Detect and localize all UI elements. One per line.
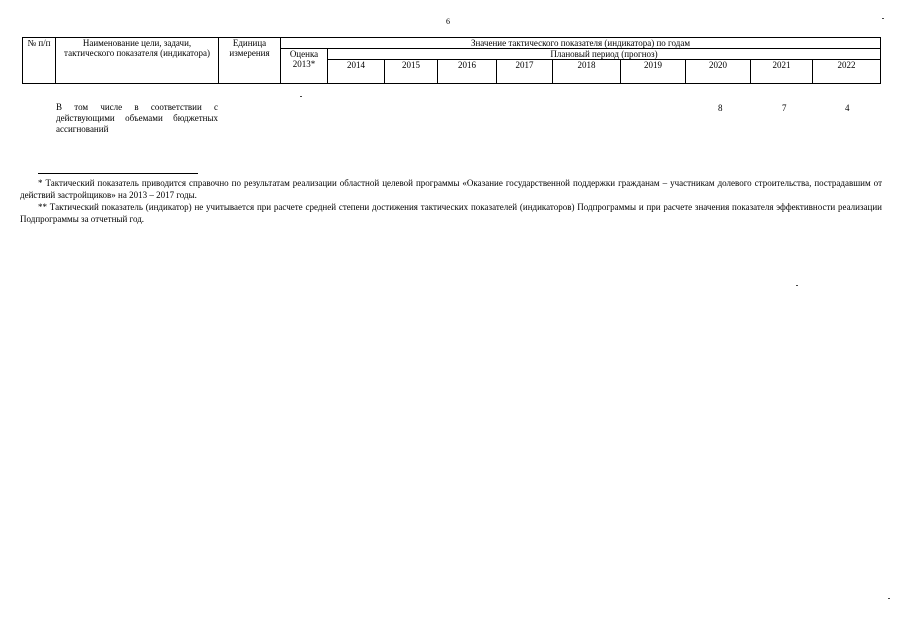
scan-speck [300, 96, 302, 97]
header-unit: Единица измерения [219, 38, 281, 84]
header-name: Наименование цели, задачи, тактического показателя (индикатора) [56, 38, 219, 84]
footnote-2: ** Тактический показатель (индикатор) не учитывается при расчете средней степени достижения тактических показателей (индикаторов) Подпрограммы и при расчете значения показателя эффективности реализации Подпрограммы за отчетный год. [20, 202, 882, 224]
year-header: 2022 [813, 60, 881, 84]
scan-speck [882, 18, 884, 19]
row-text: В том числе в соответствии с действующими объемами бюджетных ассигнований [56, 102, 218, 134]
indicator-table [22, 37, 881, 84]
value-2021: 7 [782, 103, 787, 113]
footnote-1: * Тактический показатель приводится справочно по результатам реализации областной целевой программы «Оказание государственной поддержки гражданам – участникам долевого строительства, пострадавшим от действий застройщиков» на 2013 – 2017 годы. [20, 178, 882, 200]
header-value-group: Значение тактического показателя (индикатора) по годам [281, 38, 881, 49]
page-number: 6 [446, 17, 450, 26]
year-header: 2020 [686, 60, 751, 84]
footnote-separator [38, 173, 198, 174]
year-header: 2015 [385, 60, 438, 84]
year-header: 2016 [438, 60, 497, 84]
value-2020: 8 [718, 103, 723, 113]
header-estimate: Оценка 2013* [281, 49, 328, 84]
year-header: 2018 [553, 60, 621, 84]
header-num: № п/п [23, 38, 56, 84]
header-plan-group: Плановый период (прогноз) [328, 49, 881, 60]
year-header: 2017 [497, 60, 553, 84]
year-header: 2019 [621, 60, 686, 84]
year-header: 2021 [751, 60, 813, 84]
scan-speck [888, 598, 890, 599]
year-header: 2014 [328, 60, 385, 84]
scan-speck [796, 285, 798, 286]
value-2022: 4 [845, 103, 850, 113]
